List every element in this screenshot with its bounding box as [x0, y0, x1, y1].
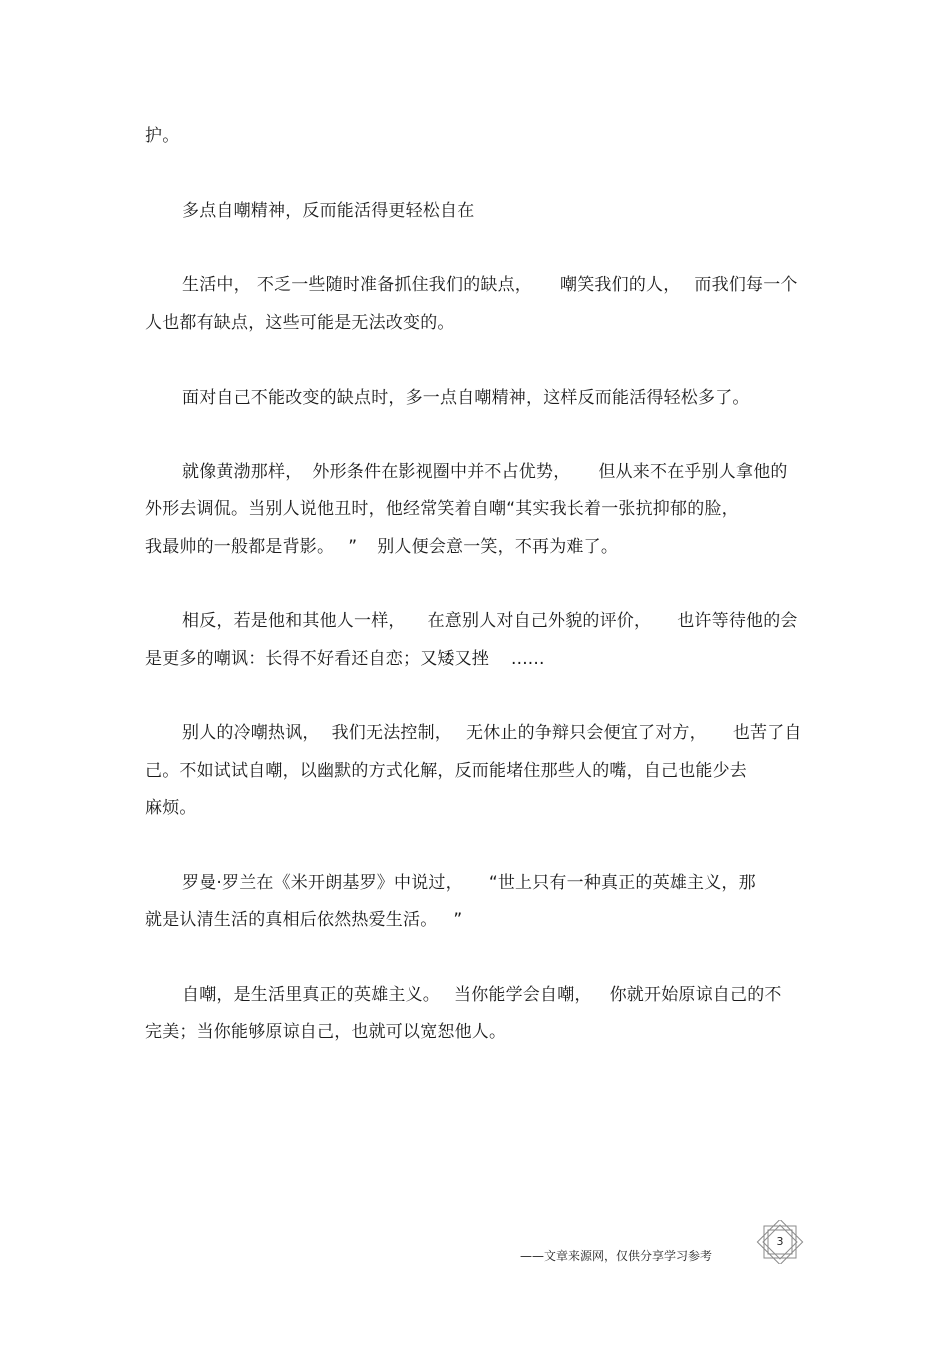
text-run: 外形条件在影视圈中并不占优势，	[312, 462, 571, 482]
paragraph-7-line-1	[182, 872, 756, 894]
text-run: ”	[453, 910, 463, 930]
text-run: 人也都有缺点，这些可能是无法改变的。	[145, 313, 455, 333]
text-run: 生活中，	[182, 275, 251, 295]
page-number: 3	[776, 1235, 784, 1248]
paragraph-2-line-2	[145, 312, 455, 334]
text-line: 护。	[145, 126, 180, 146]
paragraph-5-line-1	[182, 610, 798, 632]
text-run: 是更多的嘲讽：长得不好看还自恋；又矮又挫	[145, 649, 489, 669]
paragraph-4-line-1	[182, 461, 788, 483]
text-run: 完美；当你能够原谅自己，也就可以宽恕他人。	[145, 1022, 507, 1042]
text-run: ”	[348, 537, 358, 557]
paragraph-4-line-2	[145, 498, 739, 520]
text-run: 就是认清生活的真相后依然热爱生活。	[145, 910, 438, 930]
text-run: 面对自己不能改变的缺点时，多一点自嘲精神，这样反而能活得轻松多了。	[182, 388, 750, 408]
text-run: 就像黄渤那样，	[182, 462, 303, 482]
text-run: 我们无法控制，	[331, 723, 453, 743]
text-run: 自嘲，是生活里真正的英雄主义。	[182, 985, 440, 1005]
paragraph-8-line-2	[145, 1021, 506, 1043]
paragraph-8-line-1	[182, 984, 782, 1006]
paragraph-7-line-2	[145, 909, 462, 931]
text-run: 我最帅的一般都是背影。	[145, 537, 335, 557]
paragraph-4-line-3	[145, 536, 618, 558]
text-run: 麻烦。	[145, 798, 197, 818]
page-number-badge	[756, 1220, 804, 1264]
text-run: 你就开始原谅自己的不	[609, 985, 782, 1005]
paragraph-3	[182, 387, 750, 409]
text-run: 也苦了自	[732, 723, 802, 743]
paragraph-6-line-2	[145, 760, 747, 782]
text-run: 而我们每一个	[694, 275, 798, 295]
text-run: 不乏一些随时准备抓住我们的缺点，	[256, 275, 533, 295]
text-run: 己。不如试试自嘲，以幽默的方式化解，反而能堵住那些人的嘴，自己也能少去	[145, 761, 747, 781]
text-run: 别人的冷嘲热讽，	[182, 723, 320, 743]
section-heading	[182, 200, 474, 222]
footer-source-note: ——文章来源网，仅供分享学习参考	[520, 1249, 713, 1263]
heading-text: 多点自嘲精神，反而能活得更轻松自在	[182, 201, 475, 221]
text-run: 无休止的争辩只会便宜了对方，	[466, 723, 707, 743]
paragraph-2-line-1	[182, 274, 798, 296]
text-run: 在意别人对自己外貌的评价，	[427, 611, 652, 631]
text-run: 嘲笑我们的人，	[560, 275, 681, 295]
text-run: “世上只有一种真正的英雄主义，那	[488, 873, 756, 893]
paragraph-6-line-1	[182, 722, 802, 744]
text-run: ......	[511, 649, 545, 669]
paragraph-5-line-2	[145, 648, 545, 670]
text-run: 也许等待他的会	[677, 611, 798, 631]
text-run: 但从来不在乎别人拿他的	[598, 462, 788, 482]
text-run: 相反，若是他和其他人一样，	[182, 611, 406, 631]
paragraph-continuation	[145, 125, 179, 147]
text-run: 别人便会意一笑，不再为难了。	[377, 537, 619, 557]
text-run: 罗曼·罗兰在《米开朗基罗》中说过，	[182, 873, 463, 893]
text-run: 当你能学会自嘲，	[454, 985, 592, 1005]
paragraph-6-line-3	[145, 797, 197, 819]
text-run: 外形去调侃。当别人说他丑时，他经常笑着自嘲“其实我长着一张抗抑郁的脸，	[145, 499, 739, 519]
